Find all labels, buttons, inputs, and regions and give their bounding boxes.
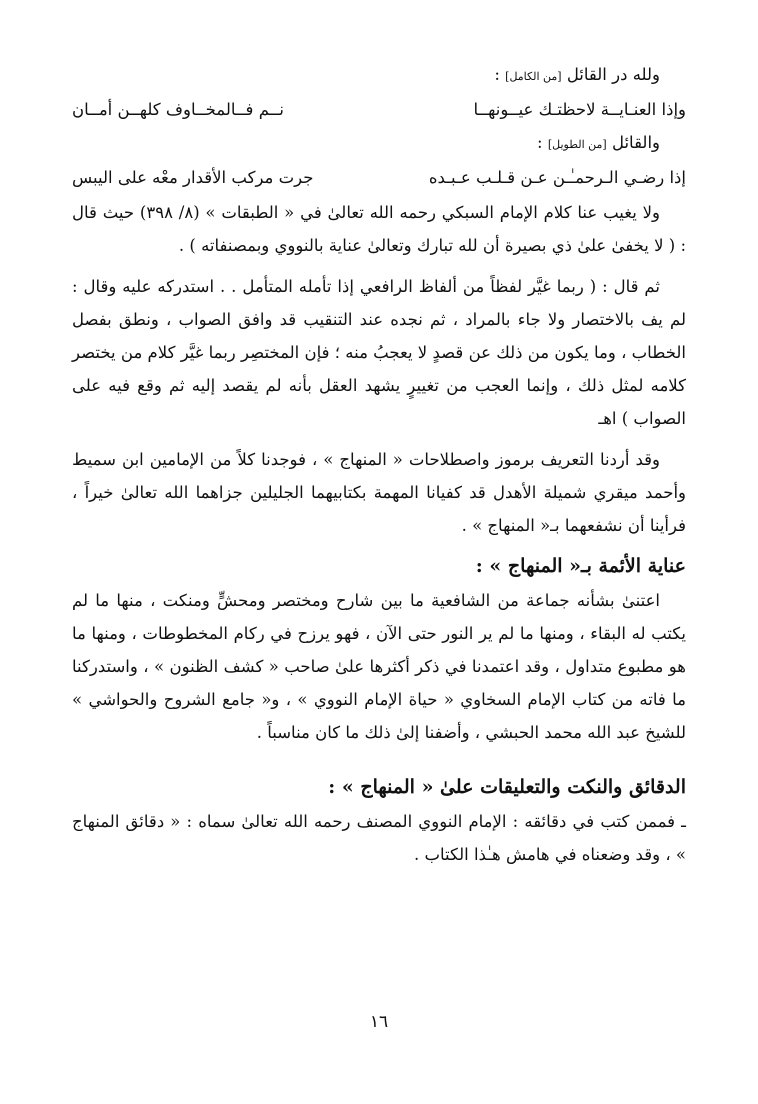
paragraph-rafii-quote: ثم قال : ( ربما غيَّر لفظاً من ألفاظ الرافعي إذا تأمله المتأمل . . استدركه عليه وقال : لم يف بالاختصار ولا جاء بالمراد ، ثم نجده عند التنقيب قد وافق الصواب ، ونطق بفصل الخطاب ، وما يكون من ذلك عن قصدٍ لا يعجبُ منه ؛ فإن المختصِر ربما غيَّر كلام من يختصر كلامه لمثل ذلك ، وإنما العجب من تغييرٍ يشهد العقل بأنه لم يقصد إليه ثم وقع فيه على الصواب ) اهـ [72,277,686,428]
paragraph-daqaiq: ـ فممن كتب في دقائقه : الإمام النووي المصنف رحمه الله تعالىٰ سماه : « دقائق المنهاج » ، وقد وضعناه في هامش هـٰذا الكتاب . [72,812,686,864]
paragraph-subki-quote: ولا يغيب عنا كلام الإمام السبكي رحمه الله تعالىٰ في « الطبقات » (٨/ ٣٩٨) حيث قال : ( لا يخفىٰ علىٰ ذي بصيرة أن لله تبارك وتعالىٰ عناية بالنووي وبمصنفاته ) . [72,203,686,255]
verse-2-second-hemistich: جرت مركب الأقدار معْه على اليبس [72,168,314,187]
verse-line-1 [72,93,686,126]
verse-intro-tawil: والقائل [من الطويل] : [537,133,660,152]
section-heading-daqaiq: الدقائق والنكت والتعليقات علىٰ « المنهاج » : [328,776,686,798]
meter-note: [من الكامل] [505,70,562,83]
paragraph-scholars-care: اعتنىٰ بشأنه جماعة من الشافعية ما بين شارح ومختصر ومحشٍّ ومنكت ، منها ما لم يكتب له البقاء ، ومنها ما لم ير النور حتى الآن ، فهو يرزح في ركام المخطوطات ، ومنها ما هو مطبوع متداول ، وقد اعتمدنا في ذكر أكثرها علىٰ صاحب « كشف الظنون » ، واستدركنا ما فاته من كتاب الإمام السخاوي « حياة الإمام النووي » ، و« جامع الشروح والحواشي » للشيخ عبد الله محمد الحبشي ، وأضفنا إلىٰ ذلك ما كان مناسباً . [72,591,686,742]
verse-line-2 [72,161,686,194]
section-heading-care: عناية الأئمة بـ« المنهاج » : [475,555,686,577]
page-number: ١٦ [369,1012,389,1032]
verse-1-second-hemistich: نــم فــالمخــاوف كلهــن أمــان [72,100,284,119]
meter-note: [من الطويل] [547,138,607,151]
verse-1-first-hemistich: وإذا العنـايــة لاحظتـك عيــونهــا [473,100,686,119]
verse-2-first-hemistich: إذا رضـي الـرحمـٰـن عـن قـلـب عـبـده [428,168,686,187]
paragraph-symbols: وقد أردنا التعريف برموز واصطلاحات « المنهاج » ، فوجدنا كلاً من الإمامين ابن سميط وأحمد ميقري شميلة الأهدل قد كفيانا المهمة بكتابيهما الجليلين جزاهما الله تعالىٰ خيراً ، فرأينا أن نشفعهما بـ« المنهاج » . [72,450,686,535]
verse-intro-kamil: ولله در القائل [من الكامل] : [494,65,660,84]
